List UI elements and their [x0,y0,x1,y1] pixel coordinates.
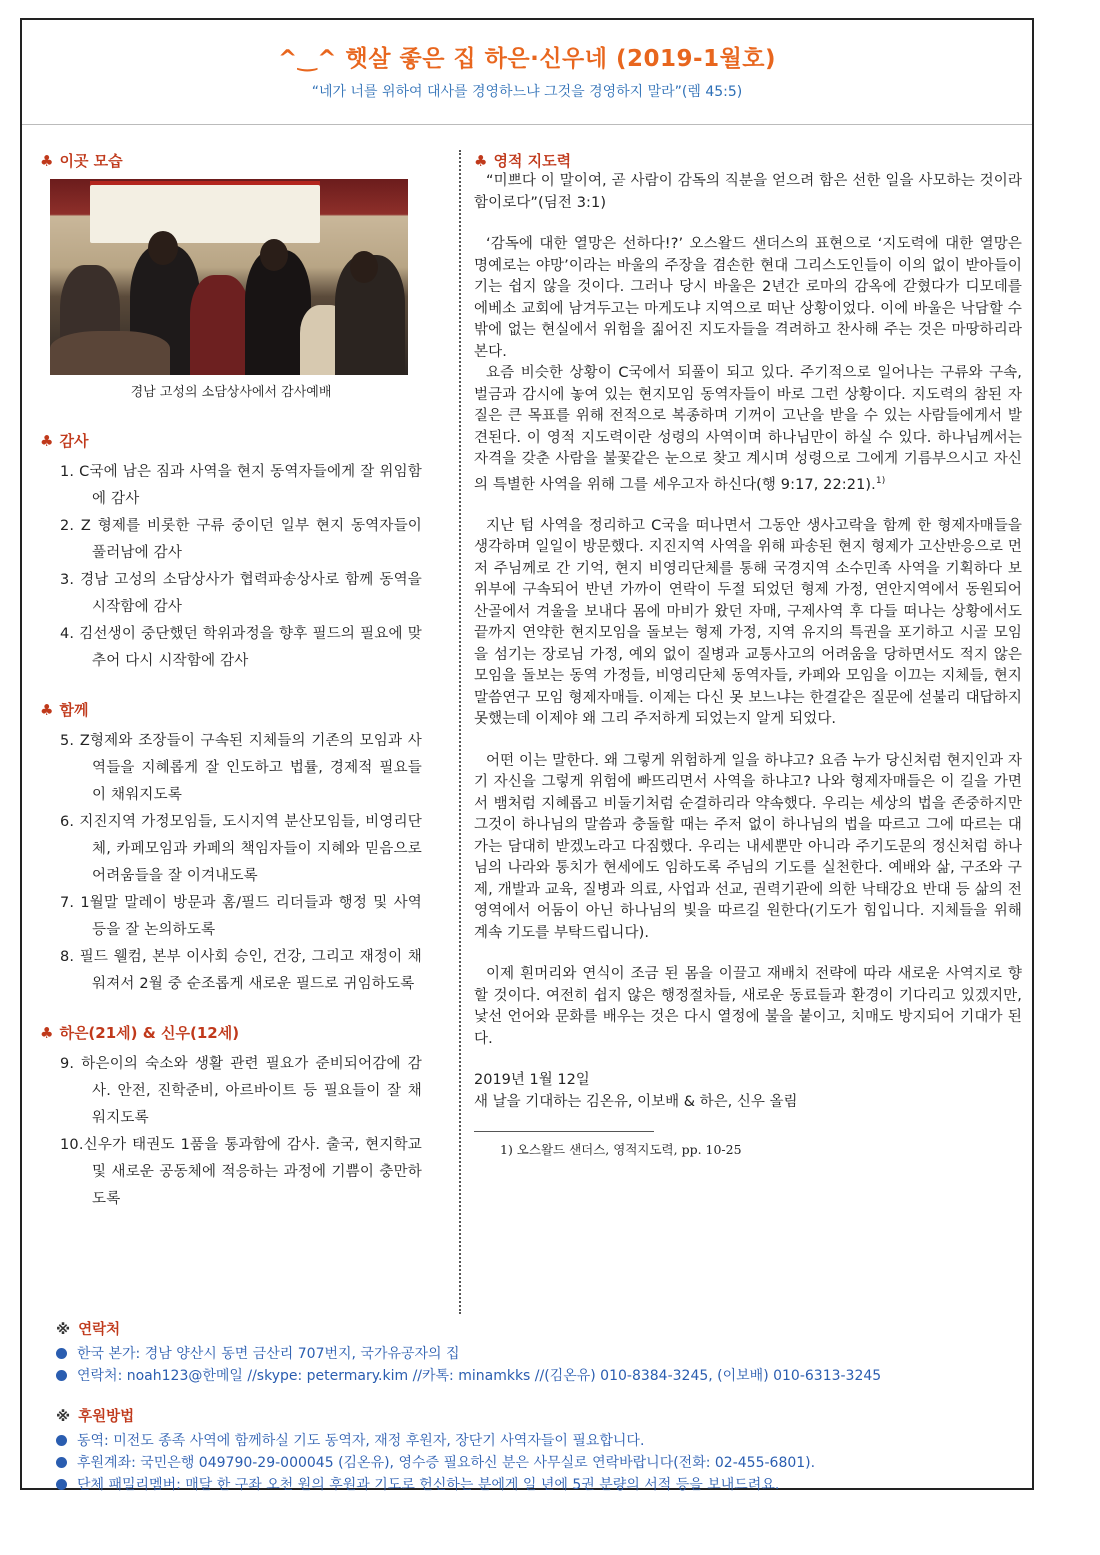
section-title-text: 감사 [59,432,89,450]
spacer [40,400,422,430]
contact-line [56,1365,1016,1387]
spacer [40,675,422,699]
section-title-text: 하은(21세) & 신우(12세) [59,1024,240,1042]
section-kids-title [40,1022,422,1043]
letter-signature: 새 날을 기대하는 김온유, 이보배 & 하은, 신우 올림 [474,1093,798,1110]
header-divider [22,124,1032,125]
article-paragraph: ‘감독에 대한 열망은 선하다!?’ 오스왈드 샌더스의 표현으로 ‘지도력에 대한 열망은 명예로는 야망’이라는 바울의 주장을 겸손한 현대 그리스도인들이 이의 없이 받아들이기는 쉽지 않을 것이다. 그러나 당시 바울은 2년간 로마의 감옥에 갇혔다가 디모데를 에베소 교회에 남겨두고는 마게도냐 지역으로 떠난 상황이었다. 이에 바울은 낙담할 수밖에 없는 현실에서 위험을 짊어진 지도자들을 격려하고 찬사해 주는 것은 마땅하리라 본다. [474,236,1022,360]
club-icon: ♣ [40,432,54,450]
support-title-text: 후원방법 [78,1409,135,1425]
support-text: 후원계좌: 국민은행 049790-29-000045 (김온유), 영수증 필요하신 분은 사무실로 연락바랍니다(전화: 02-455-6801). [77,1455,816,1471]
spacer [40,998,422,1022]
spacer [474,731,1022,751]
section-together-title [40,699,422,720]
section-title-text: 영적 지도력 [493,152,572,170]
list-item: 1. C국에 남은 짐과 사역을 현지 동역자들에게 잘 위임함에 감사 [60,464,422,507]
contact-text[interactable]: 연락처: noah123@한메일 //skype: petermary.kim //카톡: minamkks //(김온유) 010-8384-3245, (이보배) 010-6313-3245 [77,1368,882,1384]
club-icon: ♣ [40,701,54,719]
list-item: 4. 김선생이 중단했던 학위과정을 향후 필드의 필요에 맞추어 다시 시작함에 감사 [60,626,422,669]
right-column [474,150,1022,1158]
column-divider [459,150,461,1314]
section-leadership-title [474,150,1022,171]
support-line [56,1452,1016,1474]
article-paragraph [474,363,1022,496]
article-paragraph: 어떤 이는 말한다. 왜 그렇게 위험하게 일을 하냐고? 요즘 누가 당신처럼 현지인과 자기 자신을 그렇게 위험에 빠뜨리면서 사역을 하냐고? 나와 형제자매들은 이 길을 가면서 뱀처럼 지혜롭고 비둘기처럼 순결하리라 약속했다. 우리는 세상의 법을 존중하지만 그것이 하나님의 말씀과 충돌할 때는 주저 없이 하나님의 법을 따르고 그에 따르는 대가는 담대히 받겠노라고 다짐했다. 우리는 내세뿐만 아니라 주기도문의 정신처럼 하나님의 나라와 통치가 현세에도 임하도록 주님의 기도를 실천한다. 예배와 삶, 구조와 구제, 개발과 교육, 질병과 의료, 사업과 선교, 권력기관에 의한 낙태강요 반대 등 삶의 전 영역에서 어둠이 아닌 하나님의 빛을 따르길 원한다(기도가 힘입니다. 지체들을 위해 계속 기도를 부탁드립니다). [474,752,1022,941]
support-text: 단체 패밀리멤버: 매달 한 구좌 오천 원의 후원과 기도로 헌신하는 분에게 일 년에 5권 분량의 서적 등을 보내드려요. [77,1477,780,1493]
person-head [350,251,378,283]
contact-title-text: 연락처 [78,1322,121,1338]
bullet-dot-icon [56,1348,67,1359]
newsletter-header [22,40,1032,101]
footnote: 1) 오스왈드 샌더스, 영적지도력, pp. 10-25 [500,1142,742,1158]
list-item: 3. 경남 고성의 소담상사가 협력파송상사로 함께 동역을 시작함에 감사 [60,572,422,615]
section-thanks-title [40,430,422,451]
paragraph-text: 요즘 비슷한 상황이 C국에서 되풀이 되고 있다. 주기적으로 일어나는 구류와 구속, 벌금과 감시에 놓여 있는 현지모임 동역자들이 바로 그런 상황이다. 지도력의 참된 자질은 큰 목표를 위해 전적으로 복종하며 기꺼이 고난을 받을 수 있는 사람들에게서 발견된다. 이 영적 지도력이란 성령의 사역이며 하나님만이 하실 수 있다. 하나님께서는 자격을 갖춘 사람을 불꽃같은 눈으로 찾고 계시며 성령으로 그에게 기름부으시고 자신의 특별한 사역을 위해 그를 세우고자 하신다(행 9:17, 22:21). [474,365,1022,493]
newsletter-title: ^‿^ 햇살 좋은 집 하은·신우네 (2019-1월호) [277,46,777,72]
list-item: 8. 필드 웰컴, 본부 이사회 승인, 건강, 그리고 재정이 채워져서 2월 중 순조롭게 새로운 필드로 귀임하도록 [60,949,422,992]
spacer [474,1050,1022,1070]
worship-photo [50,179,408,375]
person-head [260,239,288,271]
thanks-list [40,459,422,675]
contact-section [56,1318,1016,1496]
footnote-separator [474,1131,654,1132]
support-line [56,1474,1016,1496]
letter-date: 2019년 1월 12일 [474,1072,590,1089]
header-verse: “네가 너를 위하여 대사를 경영하느냐 그것을 경영하지 말라”(렘 45:5) [311,84,743,100]
list-item: 7. 1월말 말레이 방문과 홈/필드 리더들과 행정 및 사역 등을 잘 논의하도록 [60,895,422,938]
spacer [474,214,1022,234]
bullet-dot-icon [56,1435,67,1446]
list-item: 6. 지진지역 가정모임들, 도시지역 분산모임들, 비영리단체, 카페모임과 카페의 책임자들이 지혜와 믿음으로 어려움들을 잘 이겨내도록 [60,814,422,884]
support-line [56,1430,1016,1452]
spacer [56,1387,1016,1405]
support-title [56,1405,1016,1426]
banner [90,185,320,243]
article-paragraph: 지난 텀 사역을 정리하고 C국을 떠나면서 그동안 생사고락을 함께 한 형제자매들을 생각하며 일일이 방문했다. 지진지역 사역을 위해 파송된 현지 형제가 고산반응으로 먼저 주님께로 간 기억, 현지 비영리단체를 통해 국경지역 소수민족 사역을 기획하다 보위부에 구속되어 반년 가까이 연락이 두절 되었던 형제 가정, 연안지역에서 동원되어 산골에서 겨울을 보내다 몸에 마비가 왔던 자매, 구제사역 후 다들 떠나는 상황에서도 끝까지 연약한 현지모임을 돌보는 형제 가정, 지역 유지의 특권을 포기하고 시골 모임을 섬기는 장로님 가정, 예외 없이 질병과 교통사고의 어려움을 당하면서도 적지 않은 모임을 돌보는 동역 가정들, 비영리단체 동역자들, 카페와 모임을 이끄는 지체들, 현지 말씀연구 모임 형제자매들. 이제는 다신 못 보느냐는 한결같은 질문에 섣불리 대답하지 못했는데 이제야 왜 그리 주저하게 되었는지 알게 되었다. [474,517,1022,728]
audience-figure [50,331,170,375]
spacer [474,944,1022,964]
together-list [40,728,422,998]
section-title-text: 함께 [59,701,89,719]
section-title-text: 이곳 모습 [59,152,123,170]
contact-text: 한국 본가: 경남 양산시 동면 금산리 707번지, 국가유공자의 집 [77,1346,460,1362]
article-paragraph: 이제 흰머리와 연식이 조금 된 몸을 이끌고 재배치 전략에 따라 새로운 사역지로 향할 것이다. 여전히 쉽지 않은 행정절차들, 새로운 동료들과 환경이 기다리고 있겠지만, 낯선 언어와 문화를 배우는 것은 다시 열정에 불을 붙이고, 치매도 방지되어 기대가 된다. [474,966,1022,1047]
reference-mark-icon: ※ [56,1409,71,1425]
list-item: 2. Z 형제를 비롯한 구류 중이던 일부 현지 동역자들이 풀러남에 감사 [60,518,422,561]
photo-caption: 경남 고성의 소담상사에서 감사예배 [130,385,332,400]
club-icon: ♣ [40,1024,54,1042]
article-verse: “미쁘다 이 말이여, 곧 사람이 감독의 직분을 얻으려 함은 선한 일을 사모하는 것이라 함이로다”(딤전 3:1) [474,173,1022,211]
person-figure [190,275,250,375]
list-item: 5. Z형제와 조장들이 구속된 지체들의 기존의 모임과 사역들을 지혜롭게 잘 인도하고 법률, 경제적 필요들이 채워지도록 [60,733,422,803]
reference-mark-icon: ※ [56,1322,71,1338]
list-item: 10.신우가 태권도 1품을 통과함에 감사. 출국, 현지학교 및 새로운 공동체에 적응하는 과정에 기쁨이 충만하도록 [60,1137,422,1207]
bullet-dot-icon [56,1457,67,1468]
person-head [148,231,178,265]
page-frame [20,18,1034,1490]
left-column [40,150,422,1213]
footnote-reference[interactable]: 1) [875,475,886,486]
contact-title [56,1318,1016,1339]
kids-list [40,1051,422,1213]
club-icon: ♣ [474,152,488,170]
bullet-dot-icon [56,1370,67,1381]
bullet-dot-icon [56,1479,67,1490]
section-photo-title [40,150,422,171]
contact-line [56,1343,1016,1365]
spacer [474,496,1022,516]
club-icon: ♣ [40,152,54,170]
support-text: 동역: 미전도 종족 사역에 함께하실 기도 동역자, 재정 후원자, 장단기 사역자들이 필요합니다. [77,1433,645,1449]
list-item: 9. 하은이의 숙소와 생활 관련 필요가 준비되어감에 감사. 안전, 진학준비, 아르바이트 등 필요들이 잘 채워지도록 [60,1056,422,1126]
